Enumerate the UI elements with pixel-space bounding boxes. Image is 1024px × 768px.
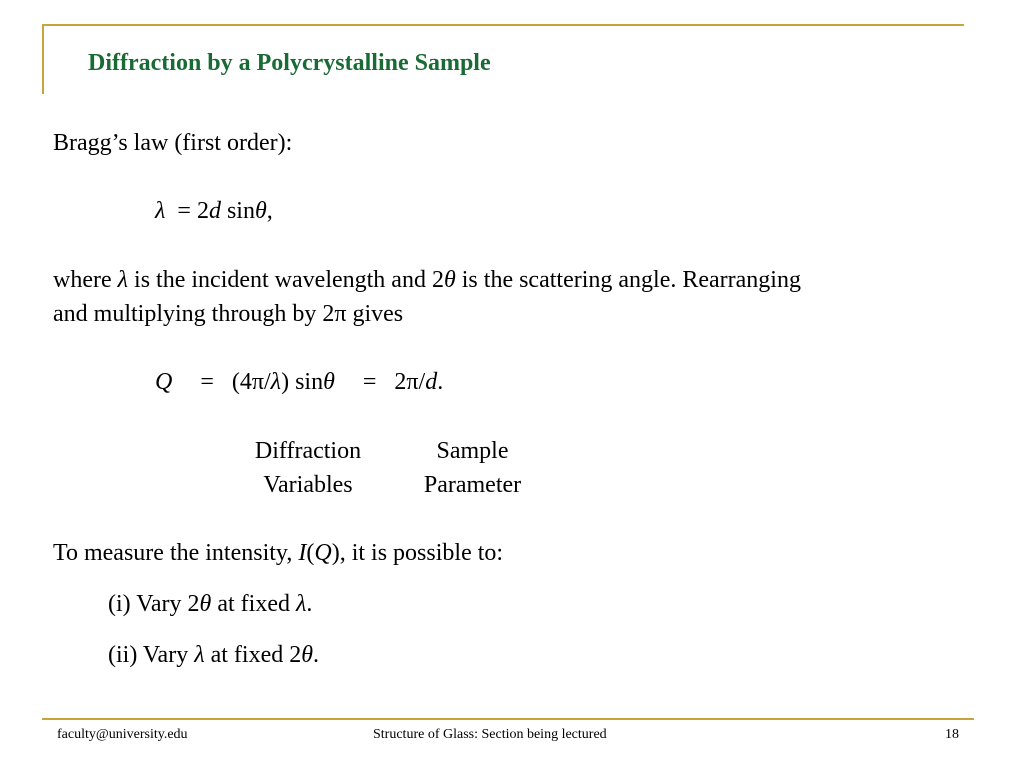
sin-function: sin — [226, 198, 255, 224]
where-line-2: and multiplying through by 2π gives — [53, 301, 404, 327]
number-2: 2 — [196, 198, 209, 224]
q-eq-part-a: (4π/ — [231, 369, 271, 395]
item1-text-a: (i) Vary 2 — [108, 591, 200, 617]
where-text-b: is the incident wavelength and 2 — [128, 267, 444, 293]
bragg-equation — [155, 198, 273, 225]
footer-course: Structure of Glass: Section being lectured — [373, 727, 607, 742]
theta-symbol: θ — [443, 267, 456, 293]
list-item-2 — [108, 641, 319, 670]
lambda-symbol: λ — [295, 591, 307, 617]
footer-page-number: 18 — [945, 727, 959, 742]
q-eq-part-b: ) sin — [281, 369, 324, 395]
lambda-symbol: λ — [155, 198, 166, 224]
item1-text-b: at fixed — [211, 591, 296, 617]
frame-top-rule — [42, 24, 964, 26]
period: . — [437, 369, 444, 395]
col1-line1: Diffraction — [254, 438, 362, 464]
bragg-heading: Bragg’s law (first order): — [53, 130, 293, 156]
measure-text-b: ( — [306, 540, 315, 566]
theta-symbol: θ — [254, 198, 267, 224]
col2-line2: Parameter — [423, 472, 522, 498]
measure-text-a: To measure the intensity, — [53, 540, 299, 566]
col1-line2: Variables — [263, 472, 353, 498]
theta-symbol: θ — [301, 642, 314, 668]
theta-symbol: θ — [199, 591, 212, 617]
item2-text-c: . — [313, 642, 320, 668]
equals-sign: = — [177, 198, 191, 224]
where-text-c: is the scattering angle. Rearranging — [455, 267, 801, 293]
I-symbol: I — [298, 540, 307, 566]
where-line-1 — [53, 266, 801, 295]
footer-email: faculty@university.edu — [57, 727, 188, 742]
Q-symbol: Q — [314, 540, 332, 566]
sample-parameter-label — [405, 434, 540, 502]
equals-sign-1: = — [200, 369, 214, 395]
q-equation — [155, 369, 443, 396]
where-text-a: where — [53, 267, 118, 293]
lambda-symbol: λ — [270, 369, 282, 395]
lambda-symbol: λ — [194, 642, 205, 668]
item1-text-c: . — [306, 591, 313, 617]
measure-text-c: ), it is possible to: — [331, 540, 504, 566]
d-symbol: d — [208, 198, 221, 224]
Q-symbol: Q — [155, 369, 173, 395]
measure-line — [53, 539, 503, 568]
item2-text-a: (ii) Vary — [108, 642, 195, 668]
frame-left-rule — [42, 24, 44, 94]
q-eq-part-c: 2π/ — [394, 369, 426, 395]
theta-symbol: θ — [323, 369, 335, 395]
item2-text-b: at fixed 2 — [204, 642, 302, 668]
diffraction-variables-label — [238, 434, 378, 502]
list-item-1 — [108, 590, 312, 619]
d-symbol: d — [425, 369, 438, 395]
slide-title: Diffraction by a Polycrystalline Sample — [88, 50, 491, 76]
col2-line1: Sample — [436, 438, 509, 464]
lambda-symbol: λ — [117, 267, 129, 293]
footer-rule — [42, 718, 974, 720]
comma: , — [266, 198, 273, 224]
equals-sign-2: = — [362, 369, 377, 395]
